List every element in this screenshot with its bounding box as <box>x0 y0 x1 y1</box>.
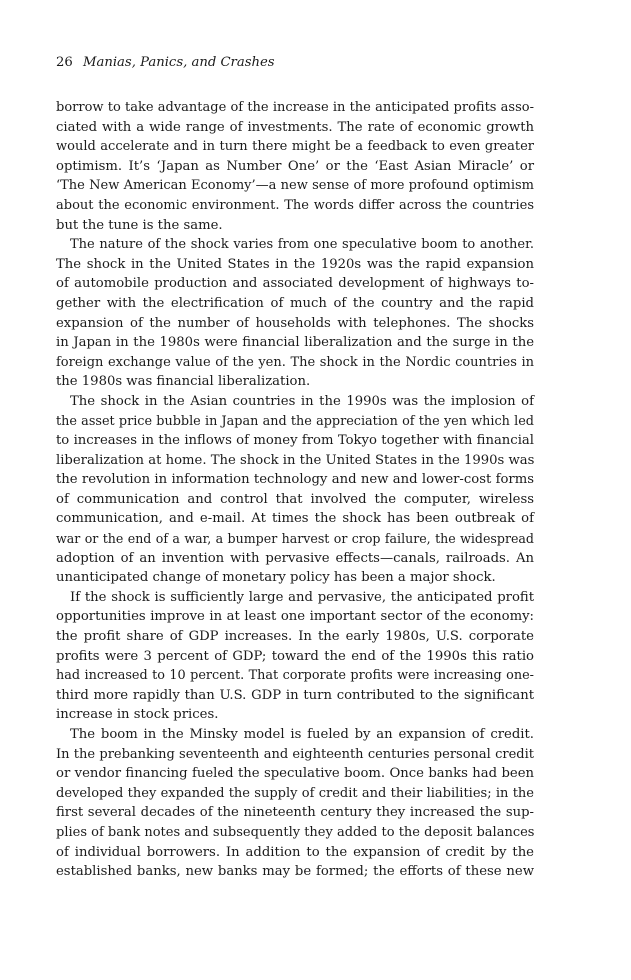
text-line: the profit share of GDP increases. In the early 1980s, U.S. corporate <box>56 629 534 645</box>
text-line: ciated with a wide range of investments. The rate of economic growth <box>56 119 534 135</box>
text-line: gether with the electrification of much of the country and the rapid <box>56 295 534 311</box>
page-number: 26 <box>56 55 73 70</box>
text-line: expansion of the number of households with telephones. The shocks <box>56 315 534 331</box>
text-line: communication, and e-mail. At times the shock has been outbreak of <box>56 511 534 527</box>
book-title: Manias, Panics, and Crashes <box>82 55 275 70</box>
text-line: opportunities improve in at least one important sector of the economy: <box>56 609 534 625</box>
text-line: increase in stock prices. <box>56 707 219 723</box>
text-line: would accelerate and in turn there might be a feedback to even greater <box>56 139 534 155</box>
text-line: profits were 3 percent of GDP; toward the end of the 1990s this ratio <box>56 648 534 664</box>
text-line: in Japan in the 1980s were financial liberalization and the surge in the <box>56 335 534 351</box>
text-line: of automobile production and associated development of highways to- <box>56 276 534 292</box>
text-line: of communication and control that involved the computer, wireless <box>56 491 534 507</box>
text-line: established banks, new banks may be formed; the efforts of these new <box>56 864 534 880</box>
text-line: or vendor financing fueled the speculative boom. Once banks had been <box>56 766 534 782</box>
text-line: the revolution in information technology and new and lower-cost forms <box>56 472 534 488</box>
text-line: borrow to take advantage of the increase in the anticipated profits asso- <box>56 100 534 115</box>
text-line: war or the end of a war, a bumper harvest or crop failure, the widespread <box>56 531 534 547</box>
text-line: The shock in the Asian countries in the 1990s was the implosion of <box>70 393 534 409</box>
text-line: the 1980s was financial liberalization. <box>56 374 311 390</box>
paragraph <box>56 235 534 392</box>
text-line: The nature of the shock varies from one speculative boom to another. <box>70 237 534 253</box>
text-line: foreign exchange value of the yen. The shock in the Nordic countries in <box>56 354 534 370</box>
text-line: about the economic environment. The words differ across the countries <box>56 197 534 213</box>
text-line: In the prebanking seventeenth and eighteenth centuries personal credit <box>56 746 534 762</box>
text-line: The shock in the United States in the 1920s was the rapid expansion <box>56 256 534 272</box>
text-line: third more rapidly than U.S. GDP in turn contributed to the significant <box>56 687 534 703</box>
paragraph <box>56 392 534 588</box>
text-line: unanticipated change of monetary policy has been a major shock. <box>56 570 496 586</box>
text-line: If the shock is sufficiently large and pervasive, the anticipated profit <box>70 589 534 605</box>
text-line: ‘The New American Economy’—a new sense of more profound optimism <box>56 178 534 194</box>
text-line: adoption of an invention with pervasive effects—canals, railroads. An <box>56 550 534 566</box>
text-line: of individual borrowers. In addition to the expansion of credit by the <box>56 844 534 860</box>
text-line: had increased to 10 percent. That corporate profits were increasing one- <box>56 668 534 684</box>
text-line: to increases in the inflows of money from Tokyo together with financial <box>56 433 534 449</box>
text-line: optimism. It’s ‘Japan as Number One’ or the ‘East Asian Miracle’ or <box>56 158 534 174</box>
text-line: liberalization at home. The shock in the United States in the 1990s was <box>56 452 535 468</box>
body-text <box>56 98 534 882</box>
text-line: developed they expanded the supply of credit and their liabilities; in the <box>56 785 534 801</box>
paragraph <box>56 725 534 882</box>
paragraph <box>56 588 534 725</box>
text-line: but the tune is the same. <box>56 217 223 233</box>
text-line: The boom in the Minsky model is fueled by an expansion of credit. <box>70 727 534 742</box>
text-line: the asset price bubble in Japan and the appreciation of the yen which led <box>56 413 534 429</box>
text-line: plies of bank notes and subsequently they added to the deposit balances <box>56 824 535 840</box>
paragraph <box>56 98 534 235</box>
text-line: first several decades of the nineteenth century they increased the sup- <box>56 805 534 821</box>
running-header <box>56 55 275 71</box>
